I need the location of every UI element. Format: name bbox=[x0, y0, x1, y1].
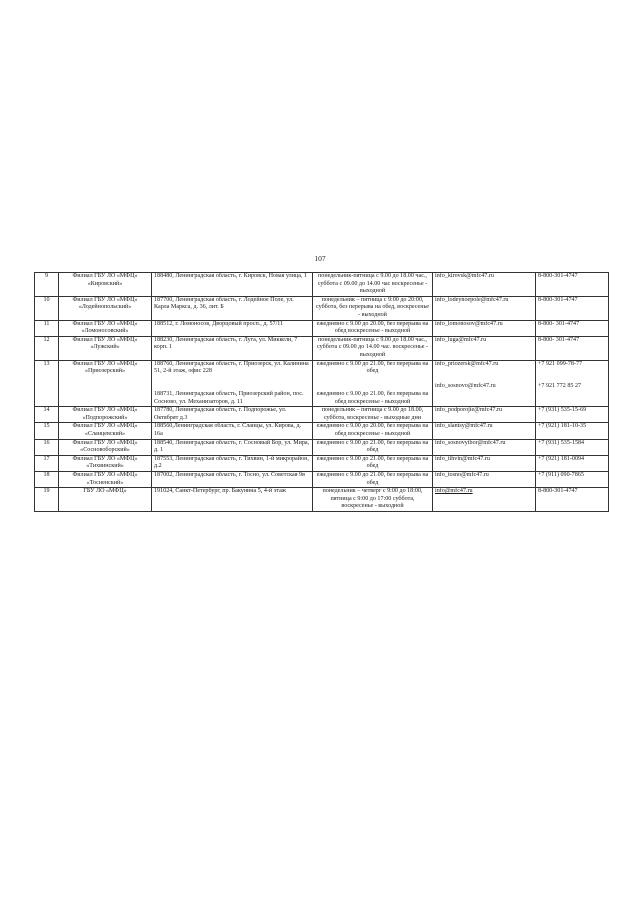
phone-number: +7 (921) 181-0094 bbox=[538, 455, 585, 462]
row-number-cell bbox=[35, 320, 59, 336]
cell-gap bbox=[154, 376, 310, 391]
table-row bbox=[35, 439, 609, 455]
branch-address-cell bbox=[152, 336, 313, 360]
branch-name-cell bbox=[59, 273, 152, 297]
working-hours: ежедневно с 9.00 до 21.00, без перерыва на обед bbox=[316, 472, 429, 486]
row-number-cell bbox=[35, 472, 59, 488]
phone-number-cell bbox=[536, 488, 609, 512]
row-number-cell bbox=[35, 336, 59, 360]
row-number-cell bbox=[35, 423, 59, 439]
branch-address-cell bbox=[152, 320, 313, 336]
table-row bbox=[35, 296, 609, 320]
working-hours-cell bbox=[313, 320, 433, 336]
table-row bbox=[35, 423, 609, 439]
branch-name-cell bbox=[59, 455, 152, 471]
branch-address: 188480, Ленинградская область, г. Кировск, Новая улица, 1 bbox=[154, 273, 308, 279]
branch-address: 187002, Ленинградская область, г. Тосно, ул. Советская 9в bbox=[154, 472, 305, 479]
branch-name: Филиал ГБУ ЛО «МФЦ» «Сланцевский» bbox=[72, 423, 138, 437]
phone-number: +7 (931) 535-15-69 bbox=[538, 407, 587, 414]
email-address-cell bbox=[433, 439, 536, 455]
email-address[interactable]: info_lomonosov@mfc47.ru bbox=[435, 320, 503, 327]
phone-number: 8-800-301-4747 bbox=[538, 296, 578, 303]
row-number-cell bbox=[35, 439, 59, 455]
table-row bbox=[35, 472, 609, 488]
phone-number: 8-800- 301-4747 bbox=[538, 320, 580, 327]
table-row bbox=[35, 273, 609, 297]
branch-name-cell bbox=[59, 336, 152, 360]
phone-number: +7 (911) 090-7865 bbox=[538, 472, 584, 479]
phone-number-cell bbox=[536, 273, 609, 297]
email-address-cell bbox=[433, 472, 536, 488]
branch-address-cell bbox=[152, 488, 313, 512]
working-hours-cell bbox=[313, 273, 433, 297]
row-number-cell bbox=[35, 296, 59, 320]
branch-address: 188560,Ленинградская область, г. Сланцы, ул. Кирова, д. 16а bbox=[154, 423, 302, 437]
cell-gap bbox=[315, 376, 430, 391]
working-hours: ежедневно с 9.00 до 20.00, без перерыва на обед воскресенье - выходной bbox=[316, 423, 429, 437]
email-address-secondary[interactable]: info_sosnovo@mfc47.ru bbox=[435, 383, 496, 390]
table-row bbox=[35, 488, 609, 512]
branch-address-secondary: 188731, Ленинградская область, Приозерский район, пос. Сосново, ул. Механизаторов, д. 11 bbox=[154, 390, 304, 405]
phone-number-cell bbox=[536, 439, 609, 455]
branch-address-cell bbox=[152, 455, 313, 471]
phone-number: +7 921 099-78-77 bbox=[538, 360, 583, 367]
branch-name: Филиал ГБУ ЛО «МФЦ» «Лужский» bbox=[72, 336, 138, 351]
branch-name: Филиал ГБУ ЛО «МФЦ» «Ломоносовский» bbox=[72, 320, 138, 335]
working-hours: понедельник – пятница с 9.00 до 18.00, суббота, воскресенье - выходные дни bbox=[321, 407, 424, 421]
branch-name: Филиал ГБУ ЛО «МФЦ» «Тихвинский» bbox=[72, 455, 138, 470]
working-hours-cell bbox=[313, 336, 433, 360]
working-hours-cell bbox=[313, 472, 433, 488]
phone-number-cell bbox=[536, 423, 609, 439]
branch-name-cell bbox=[59, 439, 152, 455]
working-hours-cell bbox=[313, 439, 433, 455]
branch-name: ГБУ ЛО «МФЦ» bbox=[83, 488, 127, 495]
email-address[interactable]: info_podporojie@mfc47.ru bbox=[435, 407, 503, 414]
email-address[interactable]: info_priozersk@mfc47.ru bbox=[435, 360, 499, 367]
working-hours-cell bbox=[313, 423, 433, 439]
branch-address-cell bbox=[152, 472, 313, 488]
working-hours: понедельник-пятница с 9.00 до 18.00 час., суббота с 09.00 до 14.00 час. воскресенье - выходной bbox=[317, 336, 428, 359]
table-row bbox=[35, 360, 609, 406]
phone-number-cell bbox=[536, 320, 609, 336]
working-hours: понедельник-пятница с 9.00 до 18.00 час., суббота с 09.00 до 14.00 час воскресенье - выходной bbox=[317, 273, 428, 295]
phone-number-secondary: +7 921 772 85 27 bbox=[538, 383, 582, 390]
branch-address: 188230, Ленинградская область, г. Луга, ул. Миккели, 7 корп. 1 bbox=[154, 336, 298, 351]
branch-address: 191024, Санкт-Петербург, пр. Бакунина 5, 4-й этаж bbox=[154, 488, 286, 495]
cell-gap bbox=[538, 368, 606, 383]
branch-address-cell bbox=[152, 296, 313, 320]
branch-name: Филиал ГБУ ЛО «МФЦ» «Тосненский» bbox=[72, 472, 138, 486]
email-address-cell bbox=[433, 455, 536, 471]
email-address-cell bbox=[433, 407, 536, 423]
mfc-branches-table bbox=[34, 272, 609, 512]
row-number: 15 bbox=[43, 423, 50, 430]
row-number-cell bbox=[35, 455, 59, 471]
phone-number-cell bbox=[536, 296, 609, 320]
working-hours-secondary: ежедневно с 9.00 до 21.00, без перерыва на обед воскресенье - выходной bbox=[316, 390, 429, 405]
email-address-cell bbox=[433, 360, 536, 406]
row-number: 10 bbox=[43, 296, 50, 303]
branch-address-cell bbox=[152, 439, 313, 455]
branch-address: 188540, Ленинградская область, г. Сосновый Бор, ул. Мира, д. 1 bbox=[154, 439, 310, 454]
branch-name-cell bbox=[59, 472, 152, 488]
row-number: 11 bbox=[43, 320, 50, 327]
branch-name: Филиал ГБУ ЛО «МФЦ» «Лодейнопольский» bbox=[72, 296, 138, 311]
branch-name-cell bbox=[59, 296, 152, 320]
page-number: 107 bbox=[314, 254, 326, 263]
working-hours: ежедневно с 9.00 до 21.00, без перерыва на обед bbox=[316, 360, 429, 375]
phone-number-cell bbox=[536, 455, 609, 471]
branch-name: Филиал ГБУ ЛО «МФЦ» «Приозерский» bbox=[72, 360, 138, 375]
phone-number: 8-800-301-4747 bbox=[538, 273, 578, 279]
branch-address-cell bbox=[152, 360, 313, 406]
email-address[interactable]: info_slantsy@mfc47.ru bbox=[435, 423, 493, 430]
branch-name: Филиал ГБУ ЛО «МФЦ» «Сосновоборский» bbox=[72, 439, 138, 454]
phone-number-cell bbox=[536, 407, 609, 423]
branch-name: Филиал ГБУ ЛО «МФЦ» «Кировский» bbox=[72, 273, 138, 287]
email-address[interactable]: info@mfc47.ru bbox=[435, 488, 473, 495]
phone-number-cell bbox=[536, 336, 609, 360]
working-hours: ежедневно с 9.00 до 21.00, без перерыва на обед bbox=[316, 455, 429, 470]
phone-number-cell bbox=[536, 472, 609, 488]
row-number: 14 bbox=[43, 407, 50, 414]
table-row bbox=[35, 320, 609, 336]
email-address-cell bbox=[433, 296, 536, 320]
branch-address-cell bbox=[152, 407, 313, 423]
branch-address: 187780, Ленинградская область, г. Подпорожье, ул. Октябрят д.3 bbox=[154, 407, 287, 421]
working-hours: ежедневно с 9.00 до 20.00, без перерыва на обед воскресенье - выходной bbox=[316, 320, 429, 335]
row-number-cell bbox=[35, 407, 59, 423]
email-address[interactable]: info_tosno@mfc47.ru bbox=[435, 472, 489, 479]
row-number: 9 bbox=[44, 273, 49, 279]
branch-name-cell bbox=[59, 488, 152, 512]
working-hours-cell bbox=[313, 360, 433, 406]
email-address[interactable]: info_sosnovyibor@mfc47.ru bbox=[435, 439, 506, 446]
row-number: 13 bbox=[43, 360, 50, 367]
branch-name-cell bbox=[59, 407, 152, 423]
email-address[interactable]: info_tihvin@mfc47.ru bbox=[435, 455, 490, 462]
email-address-cell bbox=[433, 423, 536, 439]
table-row bbox=[35, 407, 609, 423]
working-hours-cell bbox=[313, 488, 433, 512]
phone-number: +7 (921) 181-10-35 bbox=[538, 423, 587, 430]
branch-address: 187700, Ленинградская область, г. Лодейное Поле, ул. Карла Маркса, д. 36, лит. Б bbox=[154, 296, 294, 311]
email-address-cell bbox=[433, 336, 536, 360]
working-hours-cell bbox=[313, 455, 433, 471]
row-number-cell bbox=[35, 273, 59, 297]
cell-gap bbox=[435, 368, 533, 383]
row-number: 16 bbox=[43, 439, 50, 446]
branch-address-cell bbox=[152, 423, 313, 439]
row-number-cell bbox=[35, 360, 59, 406]
table-row bbox=[35, 455, 609, 471]
branch-address-cell bbox=[152, 273, 313, 297]
branch-name-cell bbox=[59, 320, 152, 336]
branch-name-cell bbox=[59, 423, 152, 439]
email-address-cell bbox=[433, 320, 536, 336]
email-address-cell bbox=[433, 273, 536, 297]
working-hours: ежедневно с 9.00 до 21.00, без перерыва на обед bbox=[316, 439, 429, 454]
working-hours: понедельник – четверг с 9:00 до 18:00, пятница с 9:00 до 17:00 суббота, воскресенье - выходной bbox=[322, 488, 423, 510]
email-address[interactable]: info_kirovsk@mfc47.ru bbox=[435, 273, 494, 279]
phone-number: +7 (931) 535-1584 bbox=[538, 439, 585, 446]
branch-address: 188512, г. Ломоносов, Дворцовый просп., д. 57/11 bbox=[154, 320, 284, 327]
row-number-cell bbox=[35, 488, 59, 512]
row-number: 12 bbox=[43, 336, 50, 343]
email-address-cell bbox=[433, 488, 536, 512]
working-hours-cell bbox=[313, 296, 433, 320]
branch-address: 188760, Ленинградская область, г. Приозерск, ул. Калинина 51, 2-й этаж, офис 228 bbox=[154, 360, 309, 375]
row-number: 17 bbox=[43, 455, 50, 462]
table-row bbox=[35, 336, 609, 360]
phone-number: 8-800- 301-4747 bbox=[538, 336, 580, 343]
email-address[interactable]: info_lodeynoepole@mfc47.ru bbox=[435, 296, 509, 303]
row-number: 19 bbox=[43, 488, 50, 495]
branch-address: 187553, Ленинградская область, г. Тихвин, 1-й микрорайон, д.2 bbox=[154, 455, 309, 470]
email-address[interactable]: info_luga@mfc47.ru bbox=[435, 336, 487, 343]
working-hours: понедельник – пятница с 9:00 до 20:00, суббота, без перерыва на обед, воскресенье - выходной bbox=[315, 296, 430, 319]
phone-number: 8-800-301-4747 bbox=[538, 488, 578, 495]
phone-number-cell bbox=[536, 360, 609, 406]
branch-name-cell bbox=[59, 360, 152, 406]
working-hours-cell bbox=[313, 407, 433, 423]
row-number: 18 bbox=[43, 472, 50, 479]
branch-name: Филиал ГБУ ЛО «МФЦ» «Подпорожский» bbox=[72, 407, 138, 421]
